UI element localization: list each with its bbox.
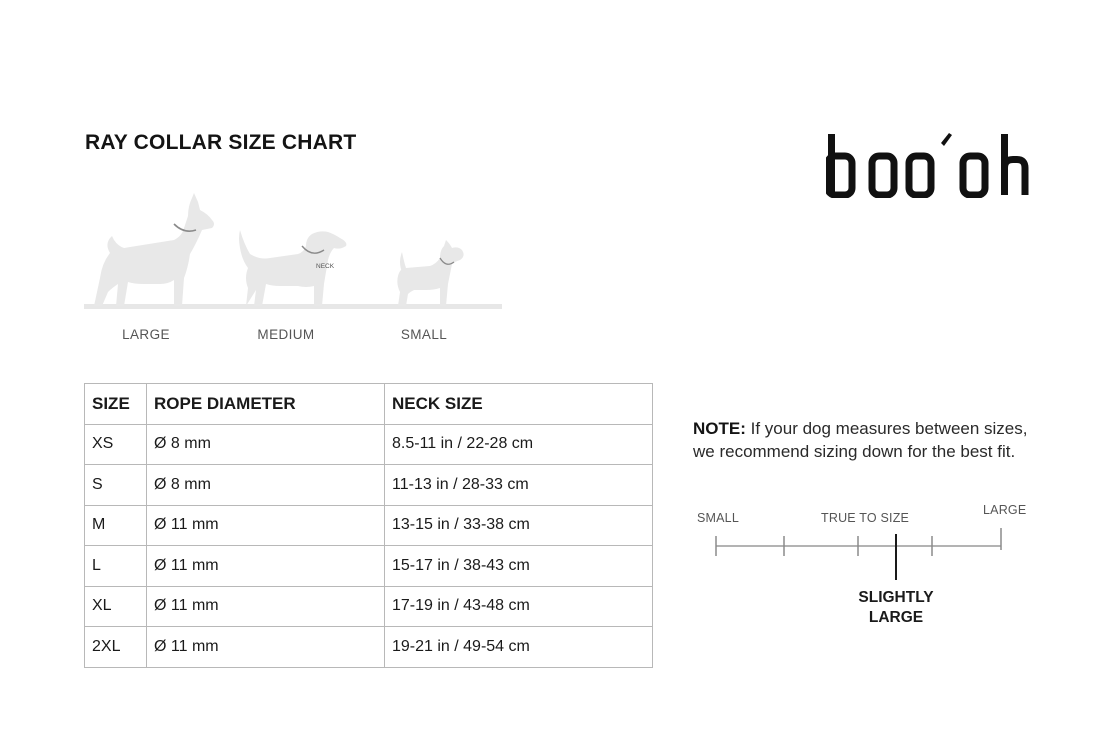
- cell-size: M: [85, 505, 147, 546]
- scale-label-true-to-size: TRUE TO SIZE: [821, 511, 910, 525]
- cell-neck-size: 13-15 in / 33-38 cm: [385, 505, 653, 546]
- header-size: SIZE: [85, 384, 147, 425]
- table-row: [85, 505, 653, 546]
- dog-label-small: SMALL: [400, 327, 448, 342]
- brand-logo: [826, 128, 1036, 203]
- header-neck-size: NECK SIZE: [385, 384, 653, 425]
- cell-rope-diameter: Ø 8 mm: [147, 424, 385, 465]
- dog-label-medium: MEDIUM: [257, 327, 315, 342]
- table-row: [85, 586, 653, 627]
- cell-neck-size: 19-21 in / 49-54 cm: [385, 627, 653, 668]
- brand-logo-text: [826, 128, 1036, 198]
- neck-label: NECK: [316, 263, 335, 270]
- cell-size: 2XL: [85, 627, 147, 668]
- cell-neck-size: 11-13 in / 28-33 cm: [385, 465, 653, 506]
- cell-size: XL: [85, 586, 147, 627]
- large-dog-icon: [94, 193, 214, 306]
- cell-size: L: [85, 546, 147, 587]
- table-header-row: [85, 384, 653, 425]
- fit-result-line2: LARGE: [868, 609, 924, 626]
- cell-rope-diameter: Ø 11 mm: [147, 546, 385, 587]
- cell-rope-diameter: Ø 11 mm: [147, 505, 385, 546]
- header-rope-diameter: ROPE DIAMETER: [147, 384, 385, 425]
- cell-neck-size: 8.5-11 in / 22-28 cm: [385, 424, 653, 465]
- scale-label-small: SMALL: [697, 511, 739, 525]
- ground-line: [84, 304, 502, 309]
- dog-label-large: LARGE: [122, 327, 170, 342]
- cell-rope-diameter: Ø 11 mm: [147, 586, 385, 627]
- cell-neck-size: 17-19 in / 43-48 cm: [385, 586, 653, 627]
- small-dog-icon: [397, 240, 463, 306]
- table-row: [85, 546, 653, 587]
- scale-label-large: LARGE: [983, 503, 1027, 517]
- cell-size: XS: [85, 424, 147, 465]
- cell-rope-diameter: Ø 8 mm: [147, 465, 385, 506]
- table-row: [85, 465, 653, 506]
- cell-neck-size: 15-17 in / 38-43 cm: [385, 546, 653, 587]
- table-row: [85, 424, 653, 465]
- size-table: [84, 383, 653, 668]
- fit-result: [846, 588, 946, 628]
- cell-size: S: [85, 465, 147, 506]
- fit-result-line1: SLIGHTLY: [858, 589, 934, 606]
- table-row: [85, 627, 653, 668]
- fit-note: [693, 417, 1053, 463]
- note-text: If your dog measures between sizes, we recommend sizing down for the best fit.: [693, 419, 1028, 461]
- cell-rope-diameter: Ø 11 mm: [147, 627, 385, 668]
- page-title: RAY COLLAR SIZE CHART: [85, 131, 357, 154]
- note-label: NOTE:: [693, 419, 746, 438]
- dog-silhouettes: [84, 188, 504, 318]
